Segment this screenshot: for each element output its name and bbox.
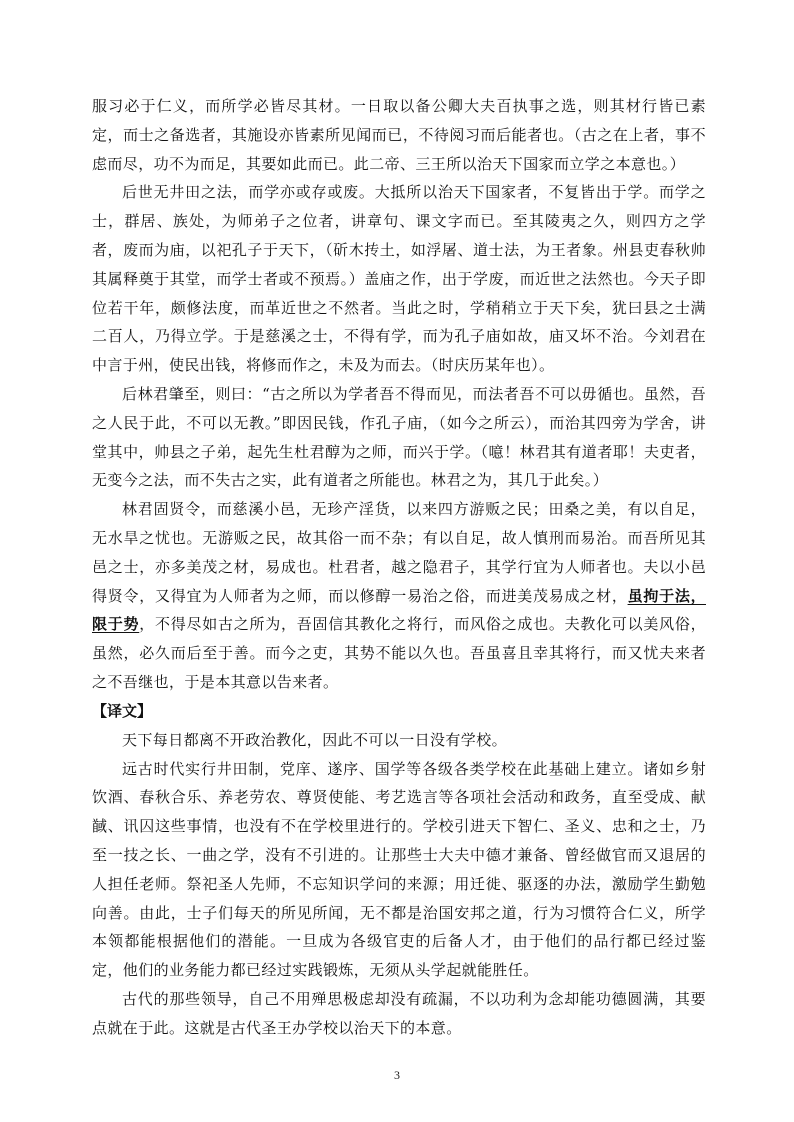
emphasized-phrase: 虽拘于法，限于势 [92, 586, 706, 634]
original-paragraph-1: 服习必于仁义，而所学必皆尽其材。一日取以备公卿大夫百执事之选，则其材行皆已素定，而士之备选者，其施设亦皆素所见闻而已，不待阅习而后能者也。（古之在上者，事不虑而尽，功不为而足，其要如此而已。此二帝、三王所以治天下国家而立学之本意也。） [92, 97, 706, 173]
document-page [92, 92, 706, 1043]
paragraph-text: 林君固贤令，而慈溪小邑，无珍产淫货，以来四方游贩之民；田桑之美，有以自足，无水旱之忧也。无游贩之民，故其俗一而不杂；有以自足，故人慎刑而易治。而吾所见其邑之士，亦多美茂之材，易成也。杜君者，越之隐君子，其学行宜为人师者也。夫以小邑得贤令，又得宜为人师者为之师，而以修醇一易治之俗，而进美茂易成之材， [92, 500, 706, 605]
paragraph-text: ，不得尽如古之所为，吾固信其教化之将行，而风俗之成也。夫教化可以美风俗，虽然，必久而后至于善。而今之吏，其势不能以久也。吾虽喜且幸其将行，而又忧夫来者之不吾继也，于是本其意以告来者。 [92, 615, 707, 691]
translation-paragraph-1: 天下每日都离不开政治教化，因此不可以一日没有学校。 [122, 730, 508, 749]
page-number: 3 [394, 1068, 400, 1082]
original-paragraph-4 [92, 495, 706, 697]
translation-heading: 【译文】 [92, 701, 153, 720]
original-paragraph-3: 后林君肇至，则曰：“古之所以为学者吾不得而见，而法者吾不可以毋循也。虽然，吾之人民于此，不可以无教。”即因民钱，作孔子庙，（如今之所云），而治其四旁为学舍，讲堂其中，帅县之子弟，起先生杜君醇为之师，而兴于学。（噫！林君其有道者耶！夫吏者，无变今之法，而不失古之实，此有道者之所能也。林君之为，其几于此矣。） [92, 384, 706, 490]
translation-paragraph-3: 古代的那些领导，自己不用殚思极虑却没有疏漏，不以功利为念却能功德圆满，其要点就在于此。这就是古代圣王办学校以治天下的本意。 [92, 989, 706, 1037]
original-paragraph-2: 后世无井田之法，而学亦或存或废。大抵所以治天下国家者，不复皆出于学。而学之士，群居、族处，为师弟子之位者，讲章句、课文字而已。至其陵夷之久，则四方之学者，废而为庙，以祀孔子于天下，（斫木抟土，如浮屠、道士法，为王者象。州县吏春秋帅其属释奠于其堂，而学士者或不预焉。）盖庙之作，出于学废，而近世之法然也。今天子即位若干年，颇修法度，而革近世之不然者。当此之时，学稍稍立于天下矣，犹曰县之士满二百人，乃得立学。于是慈溪之士，不得有学，而为孔子庙如故，庙又坏不治。今刘君在中言于州，使民出钱，将修而作之，未及为而去。（时庆历某年也）。 [92, 183, 706, 375]
translation-paragraph-2: 远古时代实行井田制，党庠、遂序、国学等各级各类学校在此基础上建立。诸如乡射饮酒、春秋合乐、养老劳农、尊贤使能、考艺选言等各项社会活动和政务，直至受成、献馘、讯囚这些事情，也没有不在学校里进行的。学校引进天下智仁、圣义、忠和之士，乃至一技之长、一曲之学，没有不引进的。让那些士大夫中德才兼备、曾经做官而又退居的人担任老师。祭祀圣人先师，不忘知识学问的来源；用迁徙、驱逐的办法，激励学生勤勉向善。由此，士子们每天的所见所闻，无不都是治国安邦之道，行为习惯符合仁义，所学本领都能根据他们的潜能。一旦成为各级官吏的后备人才，由于他们的品行都已经过鉴定，他们的业务能力都已经过实践锻炼，无须从头学起就能胜任。 [92, 759, 706, 980]
